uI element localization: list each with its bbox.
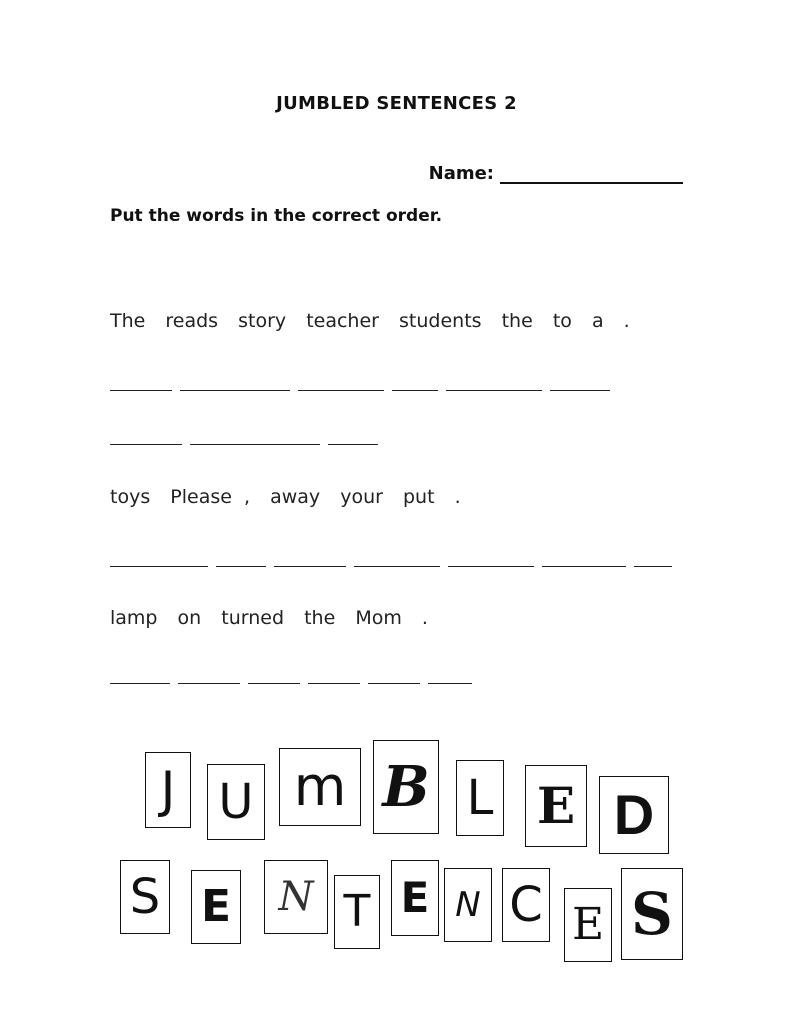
answer-blank[interactable] [110,683,170,684]
answer-blank[interactable] [110,566,208,567]
letter-tile: m [279,748,361,826]
answer-blank[interactable] [392,390,438,391]
answer-blank[interactable] [178,683,240,684]
answer-blank[interactable] [190,444,320,445]
letter-tile: E [391,860,439,936]
word: The [110,310,146,332]
word: . [454,486,461,508]
jumbled-sentence-3 [110,607,442,629]
word: students [399,310,482,332]
jumbled-sentence-1 [110,310,644,332]
word: Mom [355,607,402,629]
letter-tile: N [444,868,492,942]
word: the [501,310,533,332]
letter-tile: L [456,760,504,836]
letter-tile: S [120,860,170,934]
answer-blank[interactable] [308,683,360,684]
letter-tile: E [564,888,612,962]
answer-blank[interactable] [634,566,672,567]
answer-blanks-1a [110,390,610,391]
word: toys [110,486,151,508]
answer-blank[interactable] [180,390,290,391]
name-field-row [429,162,683,184]
word: teacher [306,310,379,332]
word: a [591,310,604,332]
answer-blank[interactable] [328,444,378,445]
word: away [270,486,321,508]
answer-blank[interactable] [448,566,534,567]
word: to [552,310,572,332]
letter-tile: D [599,776,669,854]
answer-blank[interactable] [274,566,346,567]
word: . [421,607,428,629]
word: Please [170,486,232,508]
word: turned [221,607,285,629]
answer-blank[interactable] [368,683,420,684]
name-blank[interactable] [500,162,683,184]
name-label: Name: [428,163,494,184]
letter-tile: U [207,764,265,840]
answer-blank[interactable] [542,566,626,567]
letter-tile: S [621,868,683,960]
letter-tile: E [525,765,587,847]
letter-tile: J [145,752,191,828]
word: story [238,310,287,332]
letter-tile: T [334,875,380,949]
answer-blank[interactable] [248,683,300,684]
answer-blank[interactable] [354,566,440,567]
worksheet-title: JUMBLED SENTENCES 2 [276,93,517,114]
word: your [340,486,383,508]
word: , [243,486,251,508]
answer-blank[interactable] [110,390,172,391]
answer-blank[interactable] [446,390,542,391]
letter-tile: C [502,868,550,942]
word: the [304,607,336,629]
answer-blank[interactable] [550,390,610,391]
word: lamp [110,607,158,629]
answer-blank[interactable] [216,566,266,567]
jumbled-sentence-2 [110,486,475,508]
answer-blank[interactable] [298,390,384,391]
word: reads [165,310,219,332]
letter-tile: N [264,860,328,934]
answer-blanks-3 [110,683,472,684]
letter-tile: E [191,870,241,944]
word: . [623,310,630,332]
answer-blanks-1b [110,444,378,445]
answer-blanks-2 [110,566,672,567]
answer-blank[interactable] [110,444,182,445]
answer-blank[interactable] [428,683,472,684]
word: on [177,607,202,629]
letter-tile: B [373,740,439,834]
instructions: Put the words in the correct order. [110,206,443,226]
word: put [402,486,435,508]
